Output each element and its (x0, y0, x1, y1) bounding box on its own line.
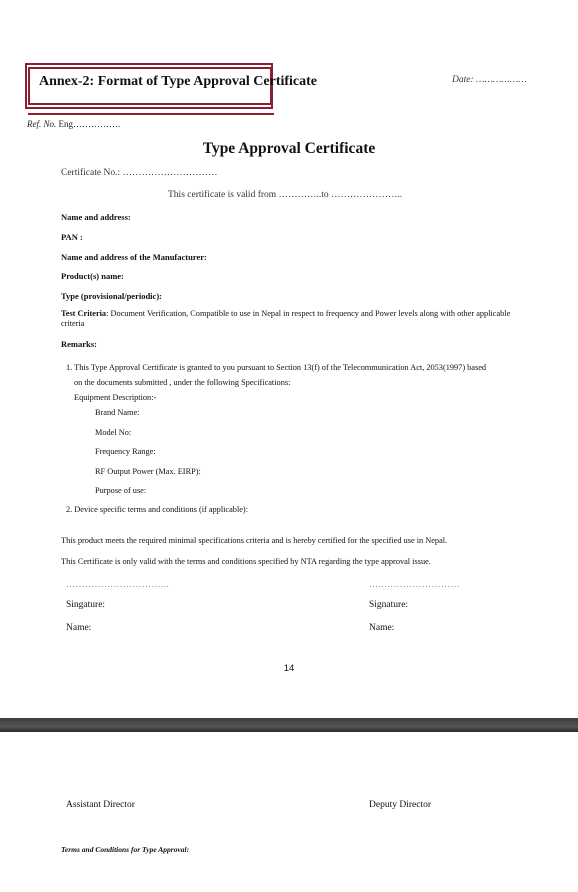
item-1-line-2: on the documents submitted , under the following Specifications: (74, 378, 291, 387)
certificate-title: Type Approval Certificate (202, 140, 376, 157)
page-divider (0, 718, 578, 732)
item-1-line-1: 1. This Type Approval Certificate is granted to you pursuant to Section 13(f) of the Telecommunication Act, 2053(1997) based (66, 363, 487, 372)
test-criteria-text: : Document Verification, Compatible to use in Nepal in respect to frequency and Power levels along with other applicable criteria (61, 309, 511, 328)
signature-line-right: …..…………………… (369, 579, 460, 589)
field-type: Type (provisional/periodic): (61, 291, 162, 301)
field-pan: PAN : (61, 232, 83, 242)
reference-number (27, 119, 120, 129)
ref-value: Eng……………. (58, 119, 121, 129)
remarks-heading: Remarks: (61, 339, 97, 349)
signature-label-left: Singature: (66, 600, 106, 610)
valid-statement: This Certificate is only valid with the terms and conditions specified by NTA regarding the type approval issue. (61, 557, 431, 566)
purpose-of-use-field: Purpose of use: (95, 486, 147, 495)
field-manufacturer: Name and address of the Manufacturer: (61, 252, 207, 262)
validity-period: This certificate is valid from …………..to ………………….. (168, 190, 403, 200)
page-number: 14 (283, 663, 295, 674)
assistant-director-label: Assistant Director (66, 800, 135, 810)
brand-name-field: Brand Name: (95, 408, 140, 417)
name-label-right: Name: (369, 623, 395, 633)
rf-output-power-field: RF Output Power (Max. EIRP): (95, 467, 201, 476)
signature-label-right: Signature: (369, 600, 409, 610)
annex-underline (28, 113, 274, 115)
equipment-description: Equipment Description:- (74, 393, 157, 402)
signature-line-left: …………………………... (66, 579, 170, 589)
model-no-field: Model No: (95, 428, 132, 437)
name-label-left: Name: (66, 623, 92, 633)
ref-label: Ref. No. (27, 119, 57, 129)
annex-title: Annex-2: Format of Type Approval Certificate (39, 74, 318, 89)
meets-statement: This product meets the required minimal specifications criteria and is hereby certified for the specified use in Nepal. (61, 536, 448, 545)
date-label: Date: ……………… (452, 75, 527, 85)
field-name-address: Name and address: (61, 212, 131, 222)
test-criteria-label: Test Criteria (61, 309, 107, 318)
field-products: Product(s) name: (61, 271, 124, 281)
certificate-number: Certificate No.: ………………………… (61, 168, 218, 178)
test-criteria (61, 309, 516, 329)
terms-heading: Terms and Conditions for Type Approval: (61, 845, 190, 854)
frequency-range-field: Frequency Range: (95, 447, 156, 456)
item-2: 2. Device specific terms and conditions (if applicable): (66, 505, 249, 514)
deputy-director-label: Deputy Director (369, 800, 431, 810)
